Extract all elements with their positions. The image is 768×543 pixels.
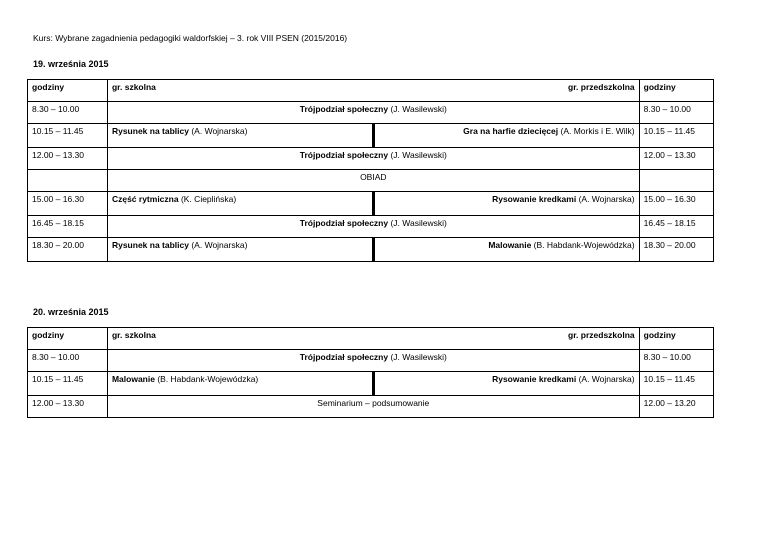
joint-session (107, 148, 639, 170)
session-teacher: (A. Wojnarska) (576, 194, 635, 204)
session-title: Trójpodział społeczny (299, 352, 389, 362)
time-left: 8.30 – 10.00 (28, 350, 108, 372)
session-teacher: (A. Wojnarska) (188, 240, 248, 250)
time-left: 10.15 – 11.45 (28, 372, 108, 396)
time-right: 8.30 – 10.00 (639, 102, 713, 124)
table-row (28, 238, 714, 262)
preschool-session (373, 238, 639, 262)
school-session (107, 124, 373, 148)
time-right: 12.00 – 13.30 (639, 148, 713, 170)
day-heading: 19. września 2015 (33, 59, 109, 69)
time-left: 16.45 – 18.15 (28, 216, 108, 238)
header-time-left: godziny (28, 80, 108, 102)
joint-session (107, 350, 639, 372)
session-title: Trójpodział społeczny (299, 218, 389, 228)
course-title: Kurs: Wybrane zagadnienia pedagogiki waldorfskiej – 3. rok VIII PSEN (2015/2016) (33, 33, 348, 43)
school-session (107, 192, 373, 216)
table-row (28, 216, 714, 238)
time-right: 15.00 – 16.30 (639, 192, 713, 216)
header-time-right: godziny (639, 80, 713, 102)
break-row-label: Seminarium – podsumowanie (107, 396, 639, 418)
time-right: 12.00 – 13.20 (639, 396, 713, 418)
time-left (28, 170, 108, 192)
session-teacher: (K. Cieplińska) (178, 194, 237, 204)
table-row (28, 192, 714, 216)
table-header-row (28, 80, 714, 102)
table-row (28, 170, 714, 192)
session-title: Część rytmiczna (111, 194, 179, 204)
time-right (639, 170, 713, 192)
session-title: Rysunek na tablicy (111, 126, 189, 136)
schedule-table (27, 79, 714, 262)
session-teacher: (B. Habdank-Wojewódzka) (531, 240, 635, 250)
session-teacher: (J. Wasilewski) (388, 352, 447, 362)
session-teacher: (J. Wasilewski) (388, 218, 447, 228)
table-row (28, 396, 714, 418)
time-right: 8.30 – 10.00 (639, 350, 713, 372)
time-right: 10.15 – 11.45 (639, 124, 713, 148)
session-title: Malowanie (488, 240, 532, 250)
session-title: Trójpodział społeczny (299, 150, 389, 160)
table-row (28, 124, 714, 148)
table-row (28, 102, 714, 124)
time-left: 12.00 – 13.30 (28, 396, 108, 418)
session-title: Malowanie (111, 374, 155, 384)
session-teacher: (A. Wojnarska) (576, 374, 635, 384)
session-title: Rysunek na tablicy (111, 240, 189, 250)
header-time-left: godziny (28, 328, 108, 350)
joint-session (107, 216, 639, 238)
time-left: 8.30 – 10.00 (28, 102, 108, 124)
session-title: Trójpodział społeczny (299, 104, 389, 114)
break-row-label: OBIAD (107, 170, 639, 192)
header-school-group: gr. szkolna (107, 80, 373, 102)
time-left: 12.00 – 13.30 (28, 148, 108, 170)
session-title: Rysowanie kredkami (492, 194, 577, 204)
schedule-table (27, 327, 714, 418)
header-preschool-group: gr. przedszkolna (373, 328, 639, 350)
joint-session (107, 102, 639, 124)
time-left: 15.00 – 16.30 (28, 192, 108, 216)
day-heading: 20. września 2015 (33, 307, 109, 317)
preschool-session (373, 124, 639, 148)
table-row (28, 350, 714, 372)
time-left: 18.30 – 20.00 (28, 238, 108, 262)
time-right: 18.30 – 20.00 (639, 238, 713, 262)
preschool-session (373, 192, 639, 216)
session-teacher: (A. Morkis i E. Wilk) (558, 126, 635, 136)
time-right: 16.45 – 18.15 (639, 216, 713, 238)
session-teacher: (J. Wasilewski) (388, 104, 447, 114)
school-session (107, 372, 373, 396)
header-preschool-group: gr. przedszkolna (373, 80, 639, 102)
header-school-group: gr. szkolna (107, 328, 373, 350)
session-teacher: (J. Wasilewski) (388, 150, 447, 160)
table-header-row (28, 328, 714, 350)
table-row (28, 372, 714, 396)
session-title: Gra na harfie dziecięcej (463, 126, 559, 136)
session-title: Rysowanie kredkami (492, 374, 577, 384)
school-session (107, 238, 373, 262)
session-teacher: (B. Habdank-Wojewódzka) (154, 374, 259, 384)
header-time-right: godziny (639, 328, 713, 350)
time-left: 10.15 – 11.45 (28, 124, 108, 148)
table-row (28, 148, 714, 170)
preschool-session (373, 372, 639, 396)
time-right: 10.15 – 11.45 (639, 372, 713, 396)
session-teacher: (A. Wojnarska) (188, 126, 248, 136)
